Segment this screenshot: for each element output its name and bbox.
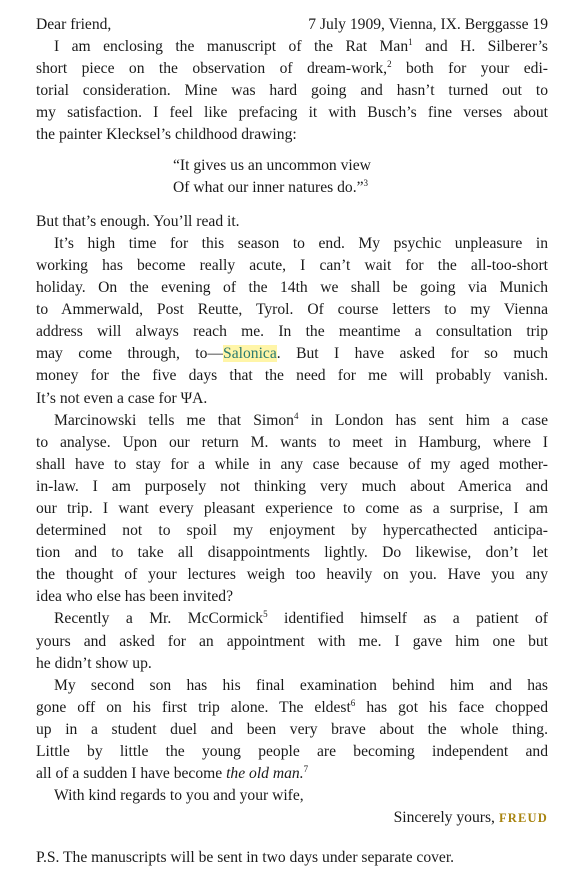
text-line: holiday. On the evening of the 14th we shall be going via Munich xyxy=(36,279,548,297)
footnote-ref: 3 xyxy=(363,177,369,188)
paragraph-5 xyxy=(36,608,548,674)
text-line: to Ammerwald, Post Reutte, Tyrol. Of course letters to my Vienna xyxy=(36,301,548,319)
text-line: shall have to stay for a while in any case because of my aged mother- xyxy=(36,455,548,473)
text-line: money for the five days that the need for me will probably vanish. xyxy=(36,367,548,385)
footnote-ref: 6 xyxy=(350,697,356,708)
paragraph-1 xyxy=(36,36,548,146)
paragraph-2: But that’s enough. You’ll read it. xyxy=(36,212,240,230)
text-line: Marcinowski tells me that Simon$^4$ in London has sent him a case xyxy=(54,410,548,429)
verse-quote xyxy=(173,155,548,199)
text-line: the thought of your lectures weigh too heavily on you. Have you any xyxy=(36,566,548,584)
text-line: our trip. I want every pleasant experience to come as a surprise, I am xyxy=(36,499,548,517)
salutation: Dear friend, xyxy=(36,16,112,33)
paragraph-6 xyxy=(36,675,548,785)
text-line: I am enclosing the manuscript of the Rat Man$^1$ and H. Silberer’s xyxy=(54,37,549,56)
text-line: all of a sudden I have become the old man.$^7$ xyxy=(36,764,309,783)
text-line: My second son has his final examination behind him and has xyxy=(54,676,548,694)
text-line: the painter Klecksel’s childhood drawing: xyxy=(36,126,297,144)
text-line: yours and asked for an appointment with me. I gave him one but xyxy=(36,632,548,650)
footnote-ref: 4 xyxy=(293,410,299,421)
text-line: may come through, to—Salonica. But I have asked for so much xyxy=(36,345,549,363)
text-line: It’s high time for this season to end. My psychic unpleasure in xyxy=(54,234,548,252)
paragraph-3 xyxy=(36,233,548,410)
text-line: Recently a Mr. McCormick$^5$ identified himself as a patient of xyxy=(54,609,549,628)
highlighted-word[interactable]: Salonica xyxy=(223,345,277,363)
text-line: he didn’t show up. xyxy=(36,654,152,672)
text-line: short piece on the observation of dream-work,$^2$ both for your edi- xyxy=(36,59,548,78)
text-line: It’s not even a case for ΨA. xyxy=(36,389,208,407)
footnote-ref: 2 xyxy=(387,59,392,70)
signoff xyxy=(36,807,548,829)
text-line: my satisfaction. I feel like prefacing it with Busch’s fine verses about xyxy=(36,104,548,122)
verse-line-1: “It gives us an uncommon view xyxy=(173,156,371,174)
paragraph-4 xyxy=(36,410,548,609)
dateline: 7 July 1909, Vienna, IX. Berggasse 19 xyxy=(308,16,548,33)
text-line: up in a student duel and been very brave about the whole thing. xyxy=(36,720,548,738)
signature: FREUD xyxy=(498,811,548,826)
text-line: torial consideration. Mine was hard going and hasn’t turned out to xyxy=(36,82,548,100)
postscript: P.S. The manuscripts will be sent in two days under separate cover. xyxy=(36,849,455,867)
text-line: working has become really acute, I can’t wait for the all-too-short xyxy=(36,256,548,274)
text-line: idea who else has been invited? xyxy=(36,588,234,606)
footnote-ref: 5 xyxy=(263,609,268,620)
text-line: in-law. I am purposely not thinking very much about America and xyxy=(36,477,548,495)
letter-page xyxy=(36,14,548,869)
text-line: to analyse. Upon our return M. wants to meet in Hamburg, where I xyxy=(36,433,548,451)
closing-regards: With kind regards to you and your wife, xyxy=(54,787,304,805)
italic-phrase: the old man. xyxy=(226,765,304,783)
footnote-ref: 1 xyxy=(408,37,413,48)
footnote-ref: 7 xyxy=(303,764,309,775)
letter-header xyxy=(36,14,548,36)
text-line: address will always reach me. In the meantime a consultation trip xyxy=(36,323,548,341)
sincerely-text: Sincerely yours, xyxy=(393,809,495,827)
text-line: determined not to spoil my enjoyment by hypercathected anticipa- xyxy=(36,522,548,540)
text-line: tion and to take all disappointments lightly. Do likewise, don’t let xyxy=(36,544,548,562)
verse-line-2: Of what our inner natures do.”$^3$ xyxy=(173,177,369,196)
text-line: Little by little the young people are becoming independent and xyxy=(36,743,548,760)
text-line: gone off on his first trip alone. The eldest$^6$ has got his face chopped xyxy=(36,697,549,716)
